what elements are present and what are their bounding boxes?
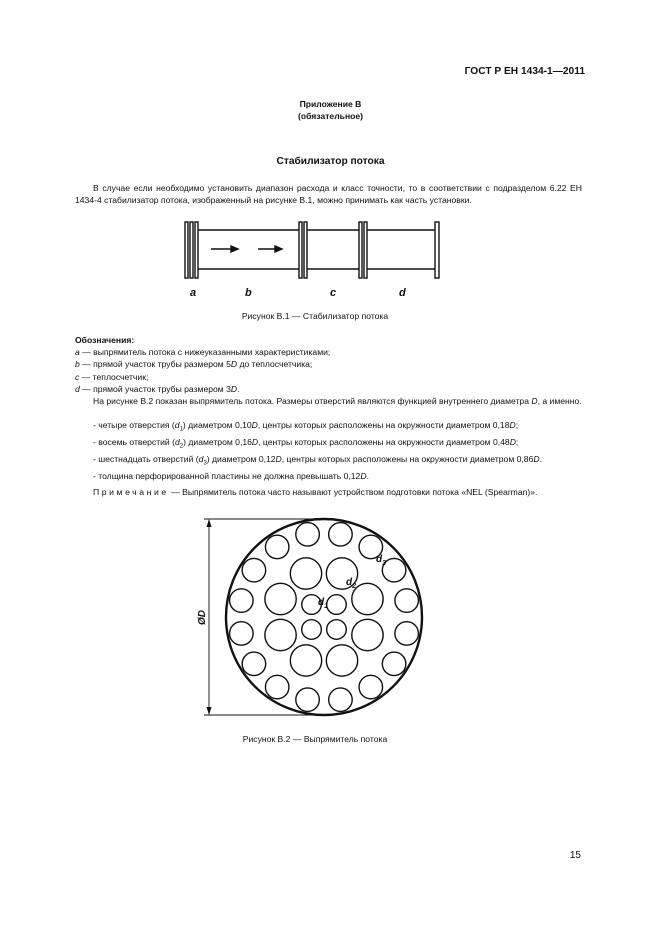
hole-d2: [265, 619, 296, 650]
hole-d2: [352, 583, 383, 614]
figure-b2-diagram: [190, 510, 440, 725]
hole-d3: [265, 675, 289, 699]
hole-d3: [359, 675, 383, 699]
hole-d2: [352, 619, 383, 650]
hole-d3: [382, 652, 406, 676]
hole-d1: [302, 620, 322, 640]
label-d: d: [399, 287, 406, 299]
hole-d3: [395, 622, 419, 646]
hole-d1: [327, 595, 347, 615]
figure-b2-caption: Рисунок В.2 — Выпрямитель потока: [242, 734, 388, 744]
hole-d3: [296, 523, 320, 547]
figure-b1-diagram: [175, 218, 455, 300]
hole-d3: [265, 535, 289, 559]
hole-d2: [290, 558, 321, 589]
label-c: c: [330, 287, 337, 299]
annex-status: (обязательное): [297, 111, 364, 121]
hole-d3: [242, 652, 266, 676]
figure-b1-caption: Рисунок В.1 — Стабилизатор потока: [241, 311, 389, 321]
perforated-plate: [226, 519, 422, 715]
standard-number: ГОСТ Р ЕН 1434-1—2011: [464, 66, 585, 77]
legend-heading: Обозначения:: [75, 335, 135, 345]
dimension-label: ØD: [197, 610, 208, 625]
list-item-d3: - шестнадцать отверстий $(d_3)$ диаметром 0,12D, центры которых расположены на окружности диаметром 0,86D.: [93, 453, 542, 467]
hole-d2: [326, 645, 357, 676]
legend-item-a: a — выпрямитель потока с нижеуказанными характеристиками;: [75, 347, 331, 358]
flanges-a: [185, 222, 188, 278]
hole-d3: [329, 523, 353, 547]
hole-d3: [242, 558, 266, 582]
label-b: b: [245, 287, 252, 299]
legend: [75, 334, 582, 395]
legend-item-d: d — прямой участок трубы размером 3D.: [75, 383, 240, 394]
hole-d3: [395, 589, 419, 613]
hole-d3: [230, 622, 254, 646]
legend-item-b: b — прямой участок трубы размером 5D до теплосчетчика;: [75, 359, 313, 370]
hole-d3: [329, 688, 353, 712]
annex-title: Приложение В: [299, 99, 362, 109]
list-item-thickness: - толщина перфорированной пластины не должна превышать 0,12D.: [93, 470, 369, 481]
list-item-d1: - четыре отверстия $(d_1)$ диаметром 0,10D, центры которых расположены на окружности диаметром 0,18D;: [93, 420, 519, 433]
body-paragraph: На рисунке В.2 показан выпрямитель потока. Размеры отверстий являются функцией внутреннего диаметра D, а именно.: [93, 396, 582, 406]
label-d1: $d_1$: [318, 597, 329, 610]
note-paragraph: Примечание — Выпрямитель потока часто называют устройством подготовки потока «NEL (Spearman)».: [93, 487, 538, 497]
label-d3: $d_3$: [376, 554, 387, 567]
hole-d3: [230, 589, 254, 613]
hole-d3: [296, 688, 320, 712]
hole-d2: [290, 645, 321, 676]
legend-item-c: c — теплосчетчик;: [75, 371, 149, 382]
requirements-list: [75, 419, 582, 482]
intro-paragraph: В случае если необходимо установить диапазон расхода и класс точности, то в соответствии с подразделом 6.22 ЕН 1434-4 стабилизатор потока, изображенный на рисунке В.1, можно принимать как часть установки.: [75, 183, 582, 206]
hole-d1: [327, 620, 347, 640]
label-d2: $d_2$: [346, 577, 357, 590]
flow-arrows: [211, 246, 282, 252]
hole-d2: [265, 583, 296, 614]
list-item-d2: - восемь отверстий $(d_2)$ диаметром 0,16D, центры которых расположены на окружности диаметром 0,48D;: [93, 436, 519, 450]
section-title: Стабилизатор потока: [276, 156, 385, 167]
page-number: 15: [569, 850, 581, 861]
label-a: a: [190, 287, 197, 299]
flanges-c: [299, 222, 302, 278]
